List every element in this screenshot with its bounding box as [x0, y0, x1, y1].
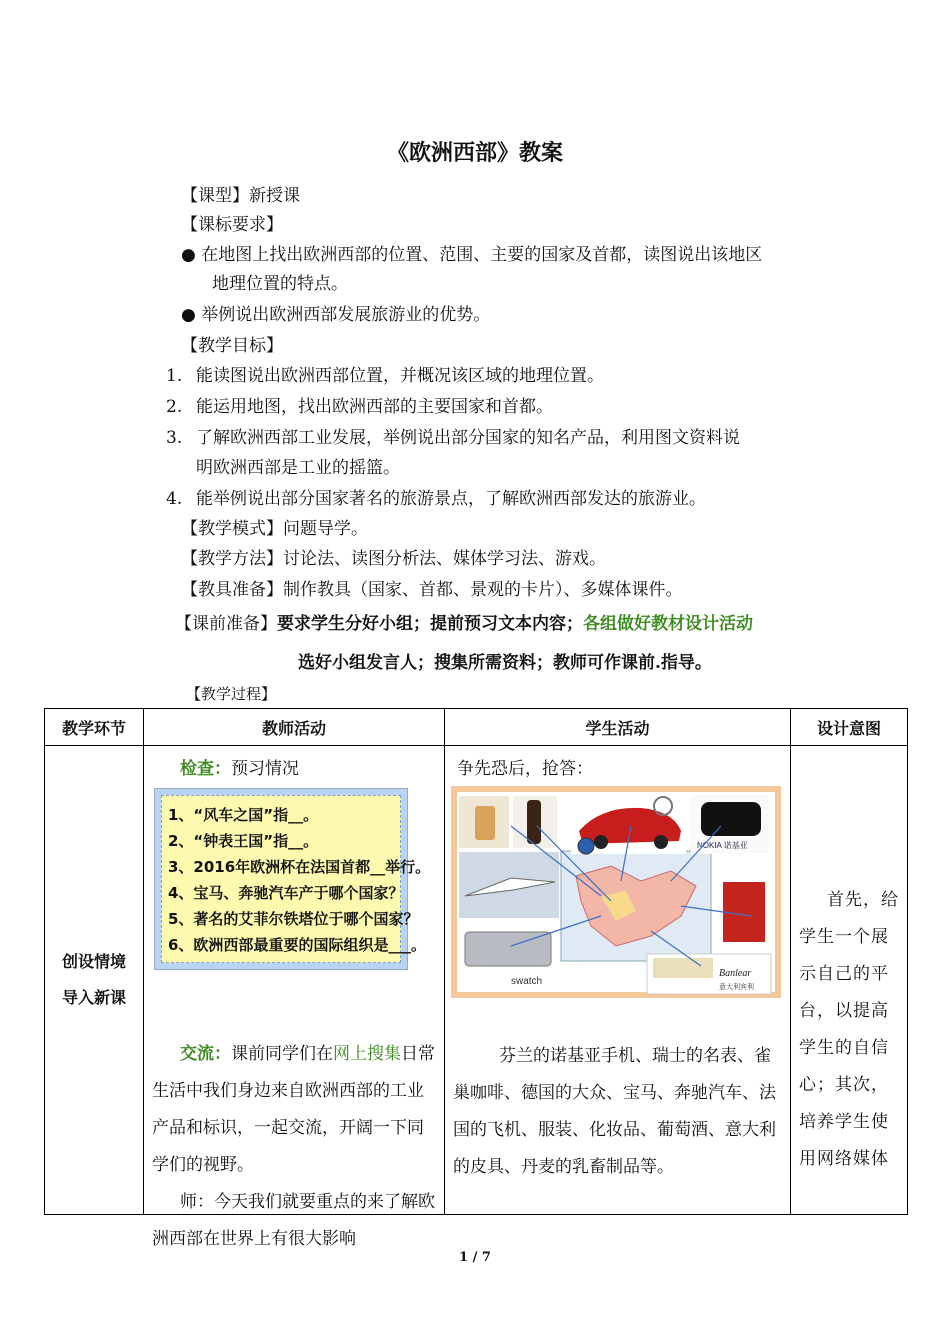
- goal-number: 4.: [166, 489, 183, 509]
- goal-text: 能读图说出欧洲西部位置，并概况该区域的地理位置。: [196, 366, 604, 386]
- quiz-question: 1、“风车之国”指__。: [168, 806, 319, 824]
- check-text: 预习情况: [231, 759, 299, 779]
- student-cell: [445, 746, 791, 1215]
- exchange-text: 日常生活中我们身边来自欧洲西部的工业产品和标识，一起交流，开阔一下同学们的视野。: [152, 1044, 435, 1175]
- check-line: [180, 754, 299, 779]
- brand-collage: [451, 786, 781, 998]
- quiz-question: 5、著名的艾菲尔铁塔位于哪个国家？: [168, 910, 419, 928]
- type-line: 【课型】新授课: [181, 186, 300, 206]
- standard-heading: 【课标要求】: [181, 215, 283, 235]
- process-table: [44, 708, 908, 1249]
- exchange-block: [144, 1036, 444, 1258]
- quiz-question: 6、欧洲西部最重要的国际组织是___。: [168, 936, 426, 954]
- goal-number: 2.: [166, 397, 183, 417]
- quiz-question: 2、“钟表王国”指__。: [168, 832, 319, 850]
- table-header-row: [45, 709, 908, 746]
- prep-label: 【课前准备】: [175, 614, 277, 634]
- quiz-question: 4、宝马、奔驰汽车产于哪个国家？: [168, 884, 404, 902]
- page-number: 1 / 7: [459, 1250, 491, 1265]
- brand-collage-image: [451, 786, 781, 998]
- nokia-label: NOKIA 诺基亚: [697, 841, 748, 850]
- intent-cell: [791, 746, 908, 1215]
- goal-text: 明欧洲西部是工业的摇篮。: [196, 458, 400, 478]
- goals-heading: 【教学目标】: [181, 336, 283, 356]
- perfume-icon: [475, 806, 495, 840]
- bmw-logo-icon: [578, 838, 594, 854]
- prep-line: [175, 613, 753, 635]
- goal-text: 能运用地图，找出欧洲西部的主要国家和首都。: [196, 397, 553, 417]
- coffee-icon: [723, 882, 765, 942]
- quiz-slide: [154, 788, 431, 970]
- swatch-label: swatch: [511, 976, 543, 987]
- check-label: 检查：: [180, 759, 231, 779]
- tools-line: 【教具准备】制作教具（国家、首都、景观的卡片）、多媒体课件。: [181, 580, 683, 600]
- method-line: 【教学方法】讨论法、读图分析法、媒体学习法、游戏。: [181, 549, 606, 569]
- student-answer: 芬兰的诺基亚手机、瑞士的名表、雀巢咖啡、德国的大众、宝马、奔驰汽车、法国的飞机、服装、化妆品、葡萄酒、意大利的皮具、丹麦的乳畜制品等。: [453, 1046, 776, 1177]
- process-heading: 【教学过程】: [186, 685, 277, 703]
- teacher-cell: [144, 746, 445, 1249]
- exchange-link: 网上搜集: [333, 1044, 401, 1064]
- exchange-text: 课前同学们在: [231, 1044, 333, 1064]
- phone-icon: [701, 802, 761, 836]
- mode-line: 【教学模式】问题导学。: [181, 519, 368, 539]
- standard-item-1-cont: 地理位置的特点。: [212, 274, 348, 294]
- intent-text: 首先，给学生一个展示自己的平台，以提高学生的自信心；其次，培养学生使用网络媒体: [799, 890, 899, 1169]
- header-stage: 教学环节: [45, 709, 144, 746]
- stage-name: 创设情境: [61, 952, 126, 971]
- leather-icon: [653, 958, 713, 978]
- teacher-says: 师：今天我们就要重点的来了解欧洲西部在世界上有很大影响: [152, 1192, 435, 1249]
- goal-number: 3.: [166, 428, 183, 448]
- banlear-label: Banlear: [719, 968, 752, 979]
- quiz-question: 3、2016年欧洲杯在法国首都__举行。: [168, 858, 431, 876]
- prep-line-2: 选好小组发言人；搜集所需资料；教师可作课前.指导。: [298, 653, 712, 673]
- page-title: 《欧洲西部》教案: [386, 140, 563, 166]
- wine-icon: [527, 800, 541, 844]
- goal-number: 1.: [166, 366, 183, 386]
- exchange-label: 交流：: [180, 1044, 231, 1064]
- prep-green: 各组做好教材设计活动: [583, 614, 753, 634]
- banlear-sublabel: 意大利宾利: [719, 983, 754, 991]
- goal-text: 能举例说出部分国家著名的旅游景点，了解欧洲西部发达的旅游业。: [196, 489, 706, 509]
- student-intro: 争先恐后，抢答：: [457, 759, 593, 779]
- goal-text: 了解欧洲西部工业发展，举例说出部分国家的知名产品，利用图文资料说: [196, 428, 740, 448]
- stage-cell: [45, 746, 144, 1215]
- standard-item-2: ● 举例说出欧洲西部发展旅游业的优势。: [181, 305, 491, 325]
- standard-item-1: ● 在地图上找出欧洲西部的位置、范围、主要的国家及首都，读图说出该地区: [181, 245, 763, 265]
- header-intent: 设计意图: [791, 709, 908, 746]
- prep-bold: 要求学生分好小组；提前预习文本内容；: [277, 614, 583, 634]
- header-student: 学生活动: [445, 709, 791, 746]
- table-row: [45, 746, 908, 1215]
- header-teacher: 教师活动: [144, 709, 445, 746]
- stage-name: 导入新课: [61, 988, 126, 1007]
